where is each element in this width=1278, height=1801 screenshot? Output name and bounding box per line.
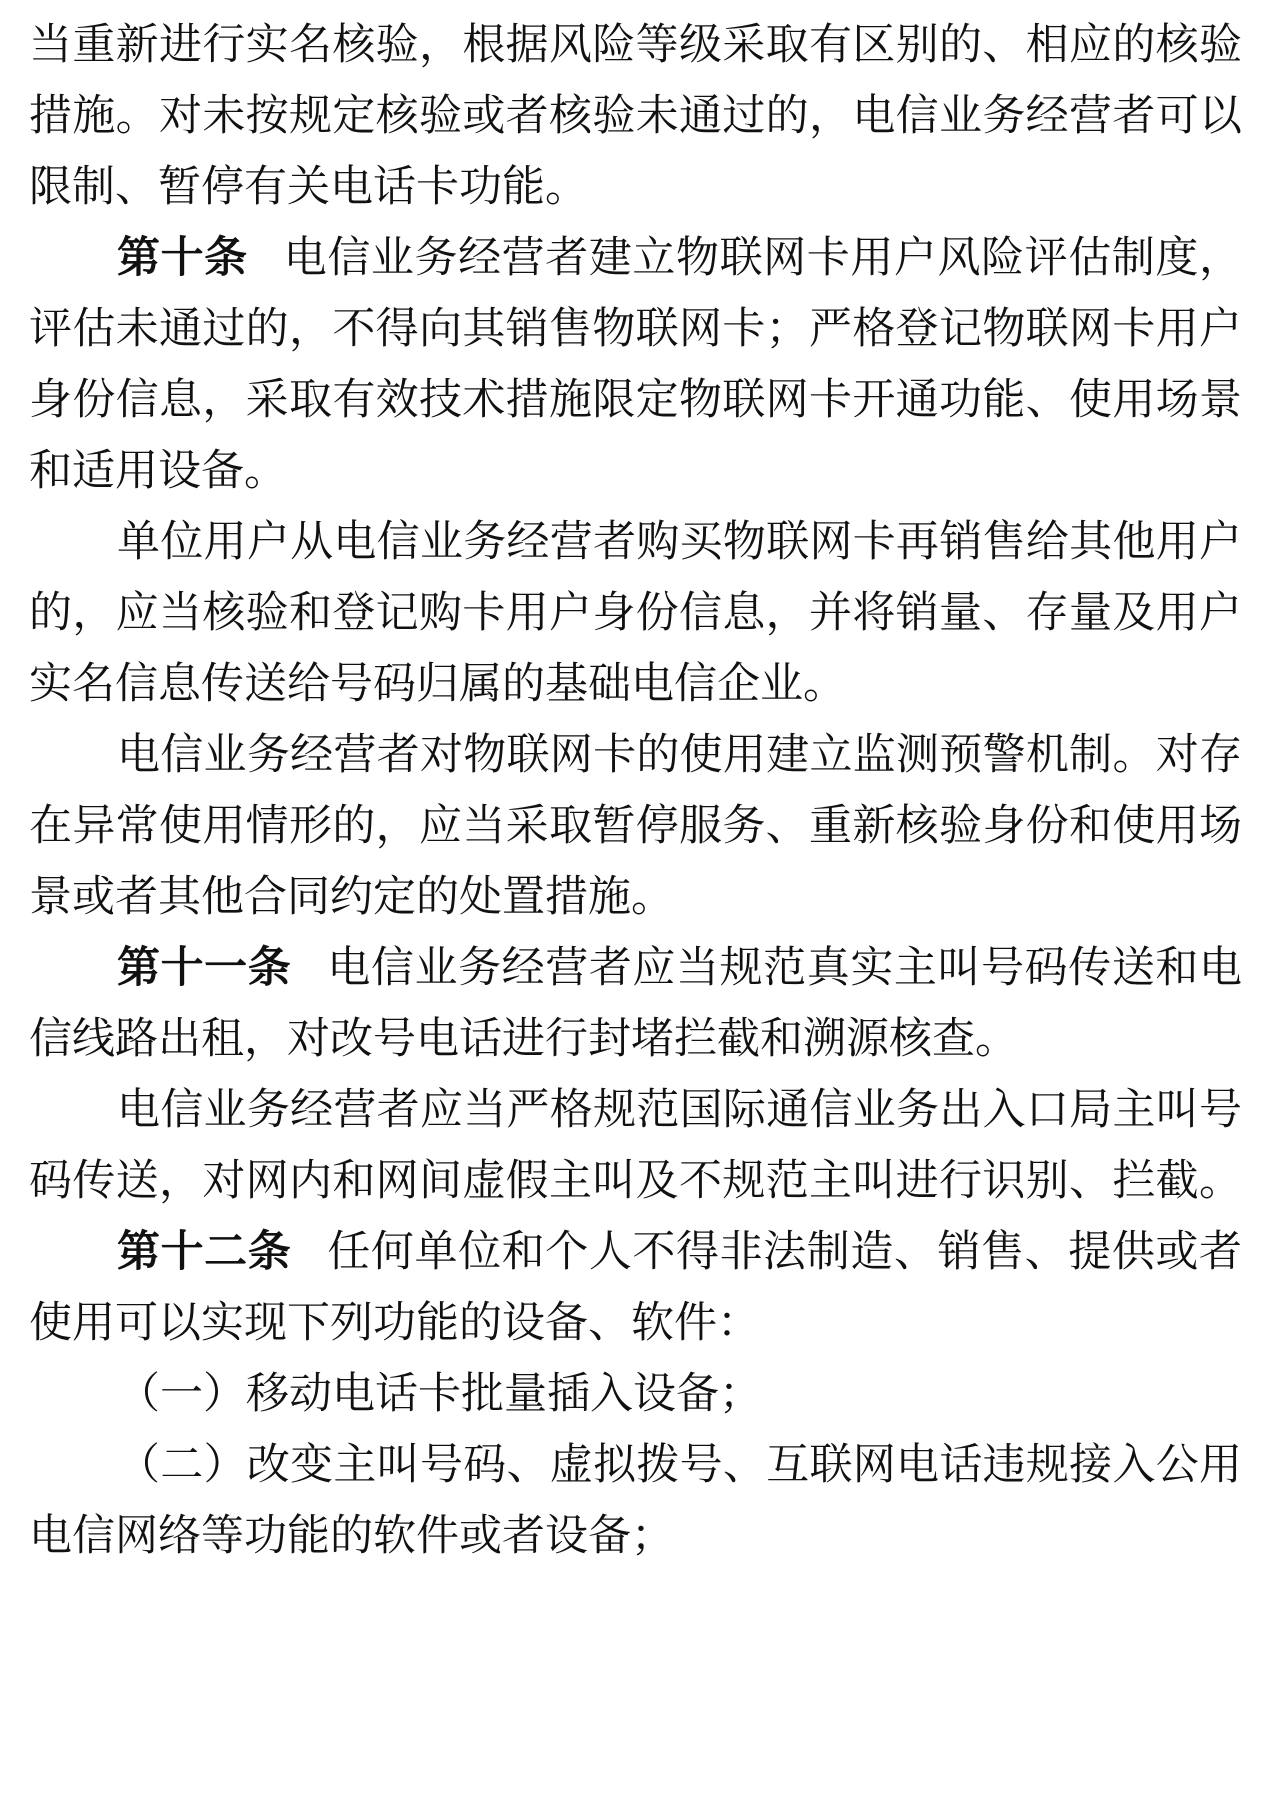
- text-line: 的，应当核验和登记购卡用户身份信息，并将销量、存量及用户: [29, 588, 1242, 638]
- text-line: 在异常使用情形的，应当采取暂停服务、重新核验身份和使用场: [29, 801, 1242, 851]
- article-10-heading-line: 第十条 电信业务经营者建立物联网卡用户风险评估制度，: [117, 233, 1242, 283]
- text-line: 码传送，对网内和网间虚假主叫及不规范主叫进行识别、拦截。: [29, 1156, 1242, 1206]
- article-11-heading-line: 第十一条 电信业务经营者应当规范真实主叫号码传送和电: [117, 943, 1243, 993]
- text-line: 当重新进行实名核验，根据风险等级采取有区别的、相应的核验: [29, 20, 1242, 70]
- article-label: 第十一条: [117, 943, 292, 993]
- list-item-2: （二）改变主叫号码、虚拟拨号、互联网电话违规接入公用: [117, 1440, 1242, 1490]
- text-line: 信线路出租，对改号电话进行封堵拦截和溯源核查。: [29, 1014, 1018, 1064]
- text-line: 评估未通过的，不得向其销售物联网卡；严格登记物联网卡用户: [29, 304, 1242, 354]
- list-item-1: （一）移动电话卡批量插入设备；: [117, 1369, 762, 1419]
- text-line: 景或者其他合同约定的处置措施。: [29, 872, 674, 922]
- text-line: 限制、暂停有关电话卡功能。: [29, 162, 588, 212]
- text-line: 实名信息传送给号码归属的基础电信企业。: [29, 659, 846, 709]
- article-label: 第十条: [117, 233, 248, 283]
- text-line: 措施。对未按规定核验或者核验未通过的，电信业务经营者可以: [29, 91, 1242, 141]
- text-line: 单位用户从电信业务经营者购买物联网卡再销售给其他用户: [117, 517, 1242, 567]
- text-line: 和适用设备。: [29, 446, 287, 496]
- article-label: 第十二条: [117, 1227, 292, 1277]
- text-line: 电信网络等功能的软件或者设备；: [29, 1511, 674, 1561]
- article-12-heading-line: 第十二条 任何单位和个人不得非法制造、销售、提供或者: [117, 1227, 1243, 1277]
- text-line: 电信业务经营者对物联网卡的使用建立监测预警机制。对存: [117, 730, 1242, 780]
- text-line: 身份信息，采取有效技术措施限定物联网卡开通功能、使用场景: [29, 375, 1242, 425]
- text-line: 使用可以实现下列功能的设备、软件：: [29, 1298, 760, 1348]
- text-line: 电信业务经营者应当严格规范国际通信业务出入口局主叫号: [117, 1085, 1242, 1135]
